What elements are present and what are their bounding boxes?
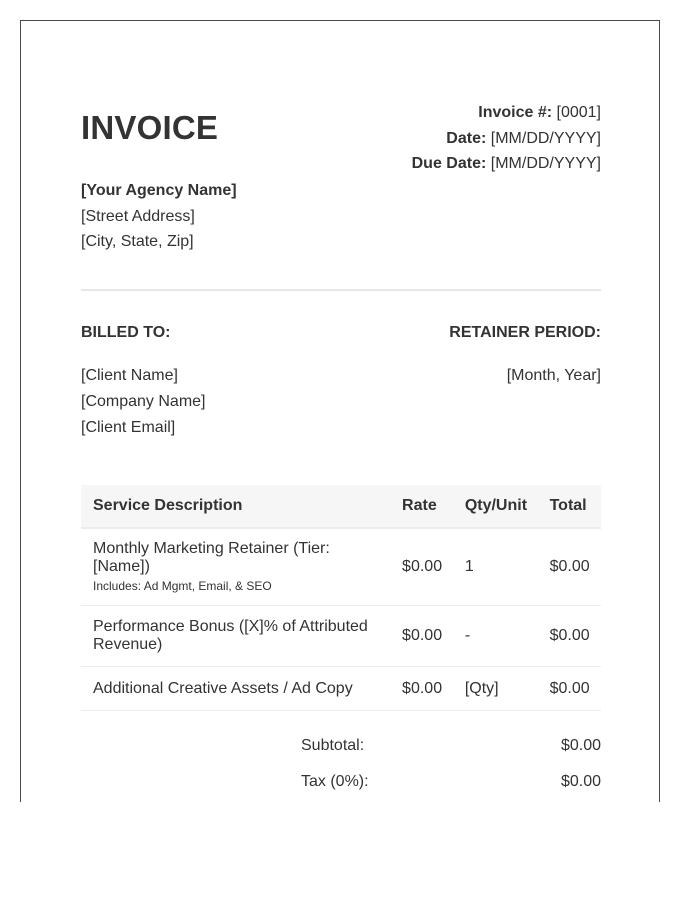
row-description: Monthly Marketing Retainer (Tier: [Name]) (93, 540, 330, 575)
row-total: $0.00 (550, 667, 601, 711)
retainer-period-label: RETAINER PERIOD: (449, 324, 601, 341)
row-rate: $0.00 (402, 667, 465, 711)
tax-label: Tax (0%): (301, 773, 369, 790)
totals-section (81, 731, 601, 802)
invoice-number-value: [0001] (556, 104, 601, 121)
table-row (81, 667, 601, 711)
subtotal-label: Subtotal: (301, 737, 365, 754)
client-name: [Client Name] (81, 367, 178, 384)
billed-to-section (81, 323, 206, 441)
tax-row (81, 767, 601, 802)
invoice-title: INVOICE (81, 109, 219, 146)
invoice-due-date-value: [MM/DD/YYYY] (490, 155, 601, 172)
invoice-date-line (412, 126, 601, 152)
invoice-due-date-line (412, 151, 601, 177)
header-divider (81, 289, 601, 291)
agency-name: [Your Agency Name] (81, 182, 237, 199)
row-rate: $0.00 (402, 528, 465, 606)
row-description: Additional Creative Assets / Ad Copy (93, 679, 353, 697)
agency-city: [City, State, Zip] (81, 233, 194, 250)
row-qty: [Qty] (465, 667, 550, 711)
table-row (81, 606, 601, 667)
row-total: $0.00 (550, 606, 601, 667)
table-header-row (81, 485, 601, 528)
header-total: Total (550, 485, 601, 528)
invoice-header (81, 21, 601, 256)
invoice-page (20, 20, 660, 802)
invoice-date-value: [MM/DD/YYYY] (490, 129, 601, 147)
row-description: Performance Bonus ([X]% of Attributed Revenue) (93, 618, 368, 653)
agency-street: [Street Address] (81, 207, 195, 225)
row-qty: - (465, 606, 550, 667)
billed-to-label: BILLED TO: (81, 324, 171, 341)
row-description-cell (81, 667, 402, 711)
invoice-number-label: Invoice #: (478, 104, 553, 121)
company-name: [Company Name] (81, 393, 206, 410)
client-email: [Client Email] (81, 419, 176, 436)
invoice-meta (412, 100, 601, 177)
row-description-cell (81, 606, 402, 667)
retainer-period-value: [Month, Year] (506, 367, 601, 384)
header-description: Service Description (81, 485, 402, 528)
row-description-note: Includes: Ad Mgmt, Email, & SEO (93, 579, 272, 593)
header-qty: Qty/Unit (465, 485, 550, 528)
row-qty: 1 (465, 528, 550, 606)
services-table (81, 485, 601, 711)
row-description-cell (81, 528, 402, 606)
header-rate: Rate (402, 485, 465, 528)
subtotal-value: $0.00 (560, 737, 601, 754)
row-total: $0.00 (550, 528, 601, 606)
retainer-period-section (449, 323, 601, 389)
tax-value: $0.00 (560, 773, 601, 790)
invoice-number-line (412, 100, 601, 126)
subtotal-row (81, 731, 601, 767)
agency-info (81, 178, 237, 255)
invoice-due-date-label: Due Date: (411, 155, 487, 172)
invoice-date-label: Date: (446, 129, 487, 147)
invoice-content (81, 21, 601, 790)
row-rate: $0.00 (402, 606, 465, 667)
table-row (81, 528, 601, 606)
